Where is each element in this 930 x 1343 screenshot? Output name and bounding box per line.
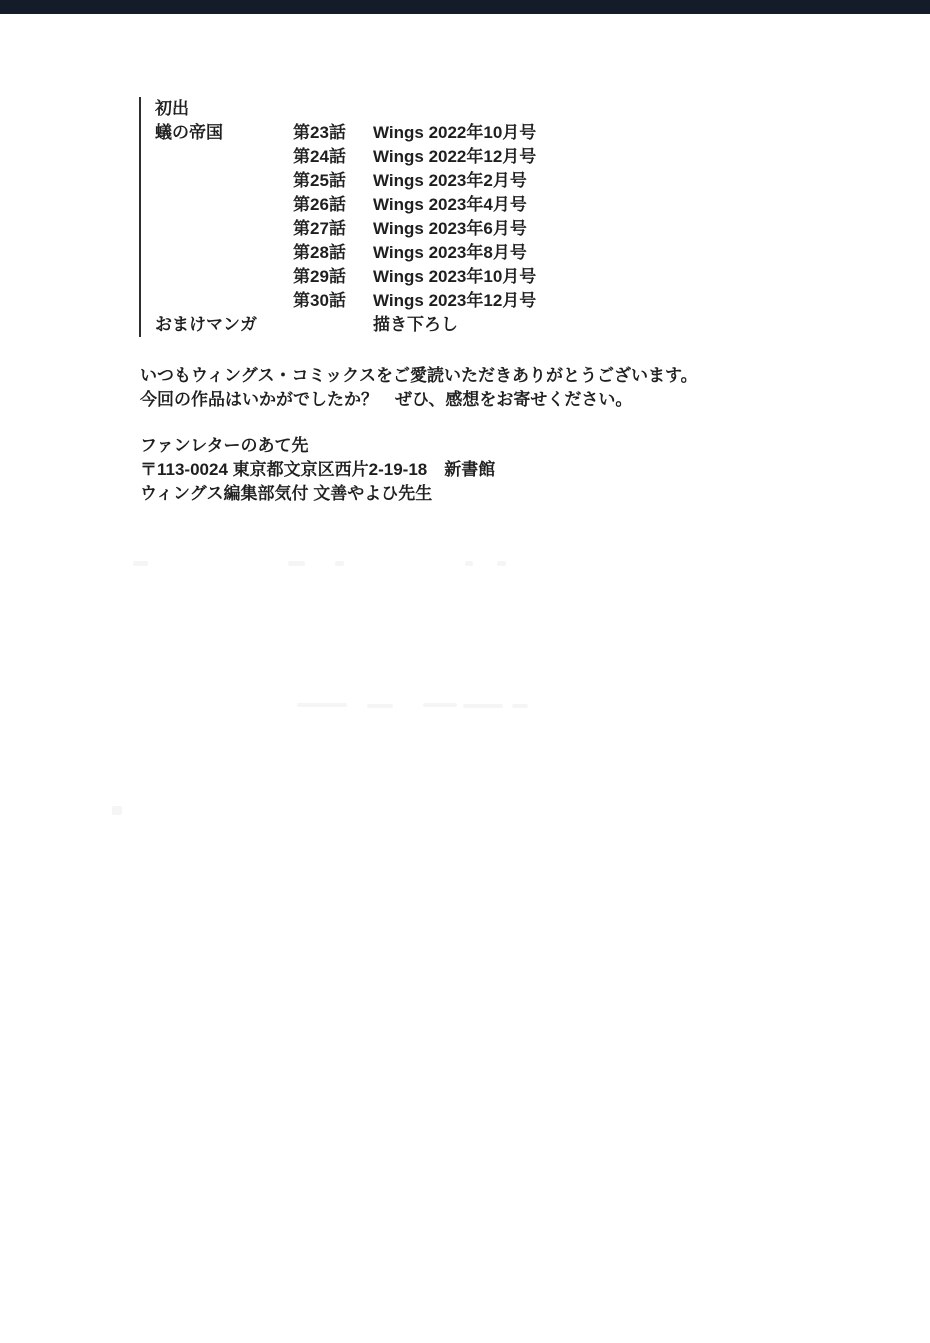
page-showthrough-smudge <box>367 704 393 708</box>
fan-letter-heading: ファンレターのあて先 <box>140 436 309 455</box>
table-row-bonus <box>155 313 536 337</box>
reader-message-line1: いつもウィングス・コミックスをご愛読いただきありがとうございます。 <box>140 366 698 385</box>
reader-message <box>140 364 698 412</box>
issue-label: Wings 2023年6月号 <box>373 219 527 238</box>
colophon-heading: 初出 <box>155 99 189 118</box>
issue-label: Wings 2023年2月号 <box>373 171 527 190</box>
issue-label: Wings 2023年8月号 <box>373 243 527 262</box>
table-row <box>155 193 536 217</box>
bonus-issue: 描き下ろし <box>373 315 458 334</box>
first-publication-list <box>139 97 536 337</box>
chapter-label: 第27話 <box>293 219 346 238</box>
page-showthrough-smudge <box>465 561 473 566</box>
chapter-label: 第25話 <box>293 171 346 190</box>
colophon-heading-row <box>155 97 536 121</box>
page-showthrough-smudge <box>497 561 506 566</box>
issue-label: Wings 2023年4月号 <box>373 195 527 214</box>
table-row <box>155 241 536 265</box>
issue-label: Wings 2022年10月号 <box>373 123 537 142</box>
table-row <box>155 265 536 289</box>
chapter-label: 第29話 <box>293 267 346 286</box>
page-showthrough-smudge <box>423 703 457 707</box>
page-showthrough-smudge <box>297 703 347 707</box>
issue-label: Wings 2022年12月号 <box>373 147 537 166</box>
top-bar <box>0 0 930 14</box>
table-row <box>155 217 536 241</box>
page-showthrough-smudge <box>512 704 528 708</box>
fan-letter-recipient: ウィングス編集部気付 文善やよひ先生 <box>140 484 433 503</box>
chapter-label: 第26話 <box>293 195 346 214</box>
table-row <box>155 121 536 145</box>
bonus-label: おまけマンガ <box>155 315 257 334</box>
page-showthrough-smudge <box>133 561 148 566</box>
issue-label: Wings 2023年10月号 <box>373 267 537 286</box>
reader-message-line2: 今回の作品はいかがでしたか？ ぜひ、感想をお寄せください。 <box>140 390 633 409</box>
table-row <box>155 169 536 193</box>
fan-letter-info <box>140 434 495 506</box>
table-row <box>155 145 536 169</box>
table-row <box>155 289 536 313</box>
chapter-label: 第23話 <box>293 123 346 142</box>
chapter-label: 第24話 <box>293 147 346 166</box>
page-showthrough-smudge <box>112 806 122 815</box>
chapter-label: 第28話 <box>293 243 346 262</box>
series-title: 蟻の帝国 <box>155 123 223 142</box>
page-showthrough-smudge <box>335 561 344 566</box>
fan-letter-address: 〒113-0024 東京都文京区西片2-19-18 新書館 <box>140 460 496 479</box>
page-showthrough-smudge <box>463 704 503 708</box>
issue-label: Wings 2023年12月号 <box>373 291 537 310</box>
page-showthrough-smudge <box>288 561 305 566</box>
chapter-label: 第30話 <box>293 291 346 310</box>
